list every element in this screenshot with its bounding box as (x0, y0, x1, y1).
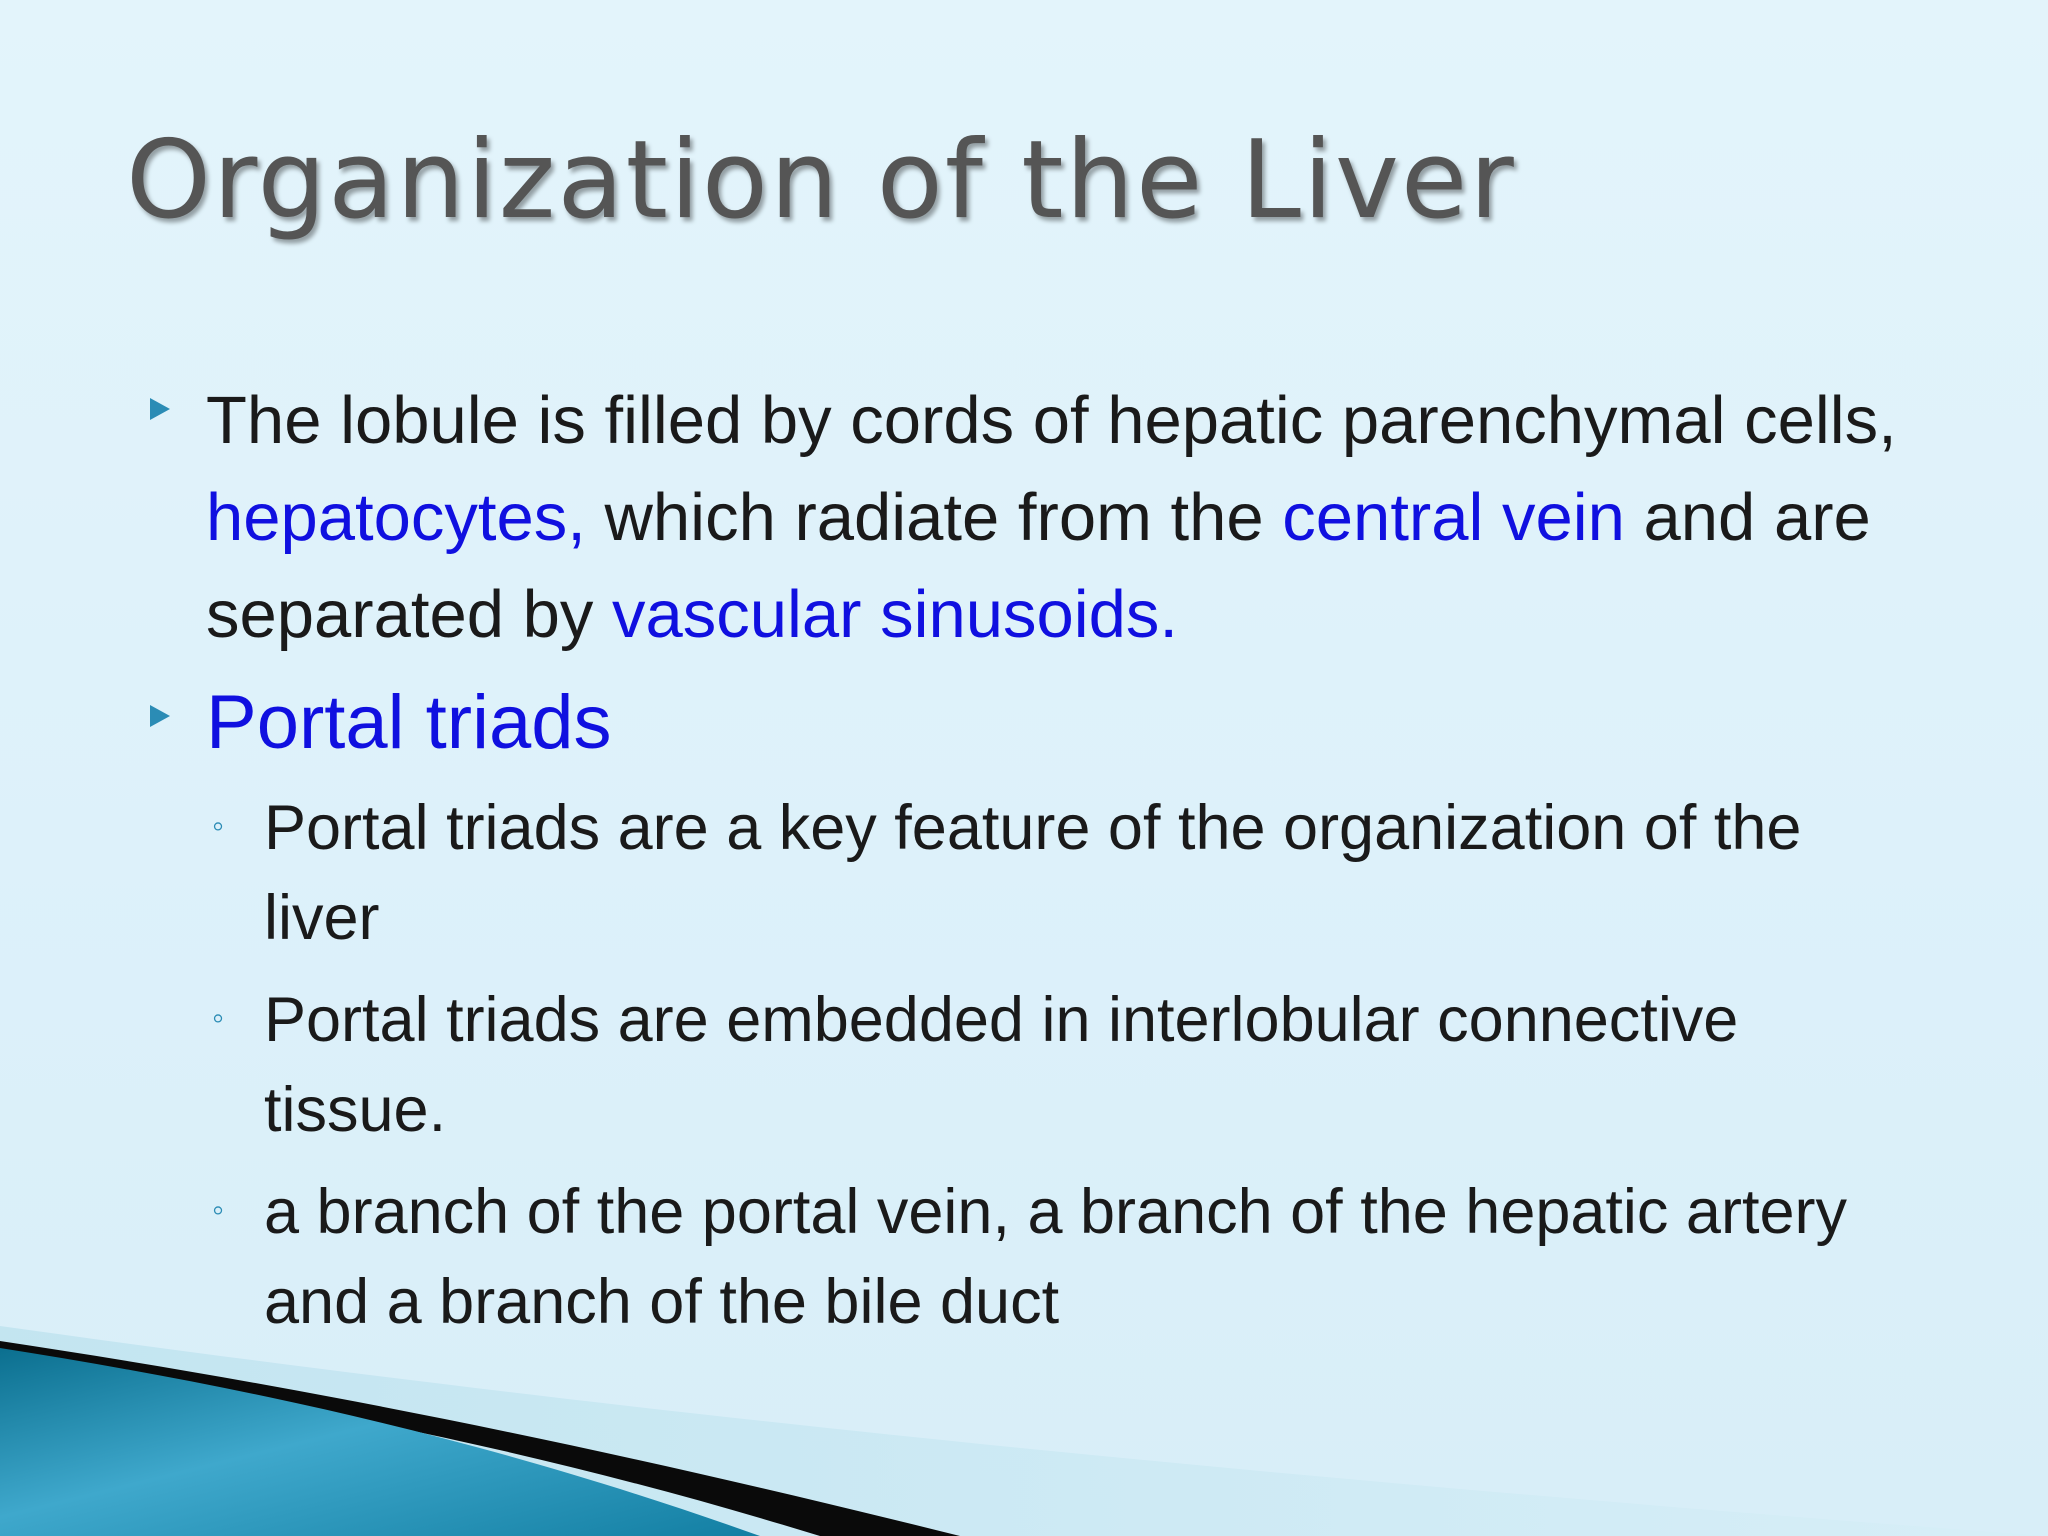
circle-bullet-icon: ◦ (212, 1191, 225, 1229)
term-vascular-sinusoids: vascular sinusoids. (612, 577, 1179, 652)
sub-bullet-embedded (148, 975, 1928, 1155)
triangle-bullet-icon (150, 705, 170, 727)
bullet-text-part3: and are separated by (206, 480, 1871, 652)
triangle-bullet-icon (150, 398, 170, 420)
circle-bullet-icon: ◦ (212, 999, 225, 1037)
portal-triads-heading: Portal triads (206, 680, 612, 765)
decorative-swoosh (0, 1286, 2048, 1536)
sub-bullet-text: a branch of the portal vein, a branch of the hepatic artery and a branch of the bile duct (264, 1177, 1847, 1337)
sub-bullet-text: Portal triads are embedded in interlobular connective tissue. (264, 985, 1739, 1145)
term-hepatocytes: hepatocytes, (206, 480, 586, 555)
bullet-text-part1: The lobule is filled by cords of hepatic parenchymal cells, (206, 383, 1897, 458)
circle-bullet-icon: ◦ (212, 807, 225, 845)
slide-content (148, 372, 1928, 1359)
bullet-portal-triads (148, 671, 1928, 775)
sub-bullet-text: Portal triads are a key feature of the organization of the liver (264, 793, 1802, 953)
term-central-vein: central vein (1282, 480, 1625, 555)
bullet-lobule (148, 372, 1928, 663)
slide-title: Organization of the Liver (126, 118, 1516, 243)
sub-bullet-key-feature (148, 783, 1928, 963)
bullet-text-part2: which radiate from the (585, 480, 1283, 555)
